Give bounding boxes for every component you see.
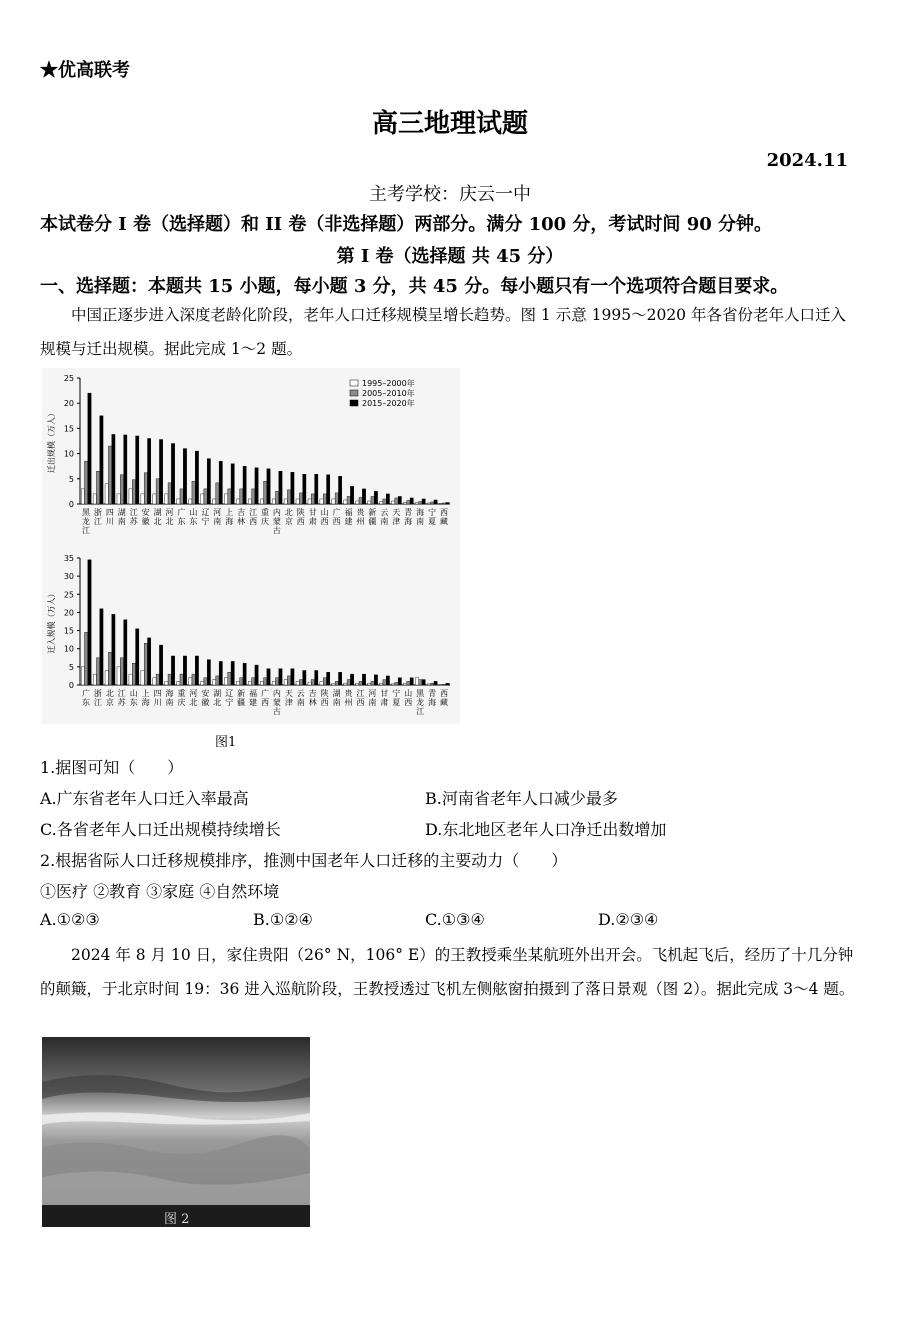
bar-西藏-1 (443, 684, 446, 685)
figure-2-sunset-photo (42, 1037, 310, 1227)
bar-内蒙古-2 (279, 669, 282, 685)
bar-广东-2 (88, 560, 91, 685)
category-label: 宁夏 (392, 689, 401, 707)
bar-河北-1 (168, 483, 171, 504)
bar-辽宁-2 (207, 459, 210, 504)
bar-上海-2 (148, 638, 151, 685)
bar-青海-2 (434, 681, 437, 685)
bar-贵州-2 (362, 489, 365, 504)
y-tick-label: 20 (63, 399, 74, 409)
bar-吉林-2 (243, 466, 246, 504)
y-tick-label: 10 (63, 449, 74, 459)
category-label: 山东 (129, 689, 138, 707)
bar-西藏-2 (446, 683, 449, 685)
bar-重庆-1 (264, 481, 267, 504)
category-label: 云南 (380, 508, 389, 526)
bar-河北-2 (171, 444, 174, 504)
bar-宁夏-0 (392, 684, 395, 685)
bar-重庆-2 (183, 656, 186, 685)
bar-黑龙江-0 (415, 678, 418, 685)
bar-江苏-2 (124, 620, 127, 685)
bar-陕西-2 (327, 672, 330, 685)
category-label: 重庆 (177, 689, 186, 707)
bar-天津-2 (398, 496, 401, 504)
y-tick-label: 15 (63, 424, 74, 434)
bar-安徽-2 (148, 438, 151, 504)
bar-辽宁-1 (228, 672, 231, 685)
bar-天津-0 (392, 501, 395, 504)
page-title: 高三地理试题 (371, 109, 528, 139)
y-tick-label: 35 (63, 554, 74, 563)
bar-青海-2 (410, 498, 413, 504)
bar-广东-0 (81, 667, 84, 685)
bar-重庆-0 (177, 681, 180, 685)
bar-内蒙古-2 (279, 471, 282, 504)
bar-贵州-0 (356, 501, 359, 504)
category-label: 黑龙江 (416, 689, 425, 716)
bar-四川-1 (156, 674, 159, 685)
category-label: 海南 (416, 508, 425, 526)
bar-广东-0 (177, 499, 180, 504)
legend-swatch (350, 400, 358, 406)
bar-陕西-2 (303, 474, 306, 504)
question-2-option-d[interactable]: D.②③④ (598, 910, 659, 929)
category-label: 青海 (404, 508, 413, 526)
category-label: 海南 (165, 689, 174, 707)
category-label: 湖南 (332, 689, 341, 707)
exam-instructions: 本试卷分 I 卷（选择题）和 II 卷（非选择题）两部分。满分 100 分，考试时间 90 分钟。 (40, 214, 773, 235)
legend-label: 2015–2020年 (362, 399, 415, 408)
bar-浙江-2 (100, 416, 103, 504)
category-label: 广西 (261, 689, 269, 707)
bar-福建-0 (248, 681, 251, 685)
category-label: 安徽 (141, 508, 150, 526)
category-label: 云南 (296, 689, 305, 707)
category-label: 江苏 (117, 689, 126, 707)
y-tick-label: 0 (68, 500, 74, 509)
bar-河北-2 (195, 656, 198, 685)
bar-上海-2 (231, 464, 234, 504)
bar-吉林-2 (315, 670, 318, 685)
bar-浙江-0 (93, 494, 96, 504)
bar-黑龙江-1 (419, 680, 422, 685)
category-label: 福建 (344, 508, 353, 526)
bar-陕西-0 (320, 681, 323, 685)
bar-湖北-2 (219, 661, 222, 685)
bar-上海-0 (141, 670, 144, 685)
bar-重庆-2 (267, 469, 270, 504)
category-label: 陕西 (320, 689, 329, 707)
bar-云南-0 (296, 681, 299, 685)
question-2-option-a[interactable]: A.①②③ (40, 910, 100, 929)
bar-江西-2 (362, 674, 365, 685)
bar-福建-1 (252, 678, 255, 685)
y-tick-label: 15 (63, 626, 74, 636)
bar-海南-0 (415, 502, 418, 504)
category-label: 江苏 (129, 508, 138, 526)
sunset-clouds-image (42, 1037, 310, 1227)
category-label: 江西 (356, 689, 365, 707)
bar-辽宁-0 (224, 678, 227, 685)
category-label: 山西 (404, 689, 413, 707)
category-label: 安徽 (201, 689, 210, 707)
bar-山东-2 (136, 629, 139, 685)
bar-河南-0 (212, 499, 215, 504)
bar-浙江-1 (96, 658, 99, 685)
category-label: 内蒙古 (272, 689, 281, 716)
y-tick-label: 0 (68, 681, 74, 690)
bar-湖南-1 (120, 475, 123, 504)
category-label: 河北 (189, 689, 198, 707)
bar-黑龙江-2 (422, 680, 425, 685)
bar-江西-0 (356, 683, 359, 685)
bar-内蒙古-1 (275, 491, 278, 504)
bar-福建-1 (347, 496, 350, 504)
question-2-items: ①医疗 ②教育 ③家庭 ④自然环境 (40, 882, 280, 901)
bar-山西-2 (327, 475, 330, 504)
category-label: 山东 (189, 508, 198, 526)
bar-吉林-1 (311, 680, 314, 685)
bar-辽宁-1 (204, 489, 207, 504)
question-1-stem: 1.据图可知（ ） (40, 758, 184, 777)
bar-吉林-1 (240, 489, 243, 504)
category-label: 广东 (177, 508, 186, 526)
bar-湖北-2 (159, 439, 162, 504)
y-tick-label: 25 (63, 374, 74, 383)
bar-吉林-0 (236, 499, 239, 504)
bar-山西-0 (403, 683, 406, 685)
bar-甘肃-0 (308, 499, 311, 504)
bar-山东-1 (132, 663, 135, 685)
bar-黑龙江-1 (85, 461, 88, 504)
bar-内蒙古-1 (275, 678, 278, 685)
category-label: 江西 (249, 508, 258, 526)
bar-广西-2 (338, 476, 341, 504)
bar-北京-0 (284, 499, 287, 504)
bar-山东-0 (189, 499, 192, 504)
category-label: 新疆 (237, 689, 246, 707)
bar-湖南-0 (117, 494, 120, 504)
question-2-option-b[interactable]: B.①②④ (253, 910, 313, 929)
bar-西藏-1 (443, 503, 446, 504)
bar-宁夏-2 (434, 500, 437, 504)
question-1-option-d[interactable]: D.东北地区老年人口净迁出数增加 (425, 820, 667, 839)
bar-贵州-1 (359, 497, 362, 504)
category-label: 甘肃 (308, 508, 317, 526)
bar-青海-1 (407, 500, 410, 504)
category-label: 西藏 (440, 508, 449, 526)
category-label: 宁夏 (428, 508, 437, 526)
bar-江西-1 (359, 681, 362, 685)
bar-山西-0 (320, 499, 323, 504)
category-label: 内蒙古 (272, 508, 281, 535)
y-tick-label: 5 (68, 662, 74, 672)
bar-江苏-0 (129, 489, 132, 504)
category-label: 上海 (225, 508, 234, 526)
question-2-stem: 2.根据省际人口迁移规模排序，推测中国老年人口迁移的主要动力（ ） (40, 851, 568, 870)
bar-湖南-2 (124, 435, 127, 504)
bar-安徽-2 (207, 660, 210, 685)
y-axis-label: 迁出规模（万人） (47, 409, 56, 473)
y-tick-label: 20 (63, 608, 74, 618)
question-1-option-a[interactable]: A.广东省老年人口迁入率最高 (40, 789, 249, 808)
category-label: 福建 (249, 689, 258, 707)
bar-广东-1 (85, 632, 88, 685)
category-label: 浙江 (93, 508, 102, 526)
bar-辽宁-2 (231, 661, 234, 685)
bar-江西-1 (252, 489, 255, 504)
bar-安徽-0 (141, 494, 144, 504)
question-1-option-c[interactable]: C.各省老年人口迁出规模持续增长 (40, 820, 281, 839)
bar-新疆-2 (374, 491, 377, 504)
bar-山西-2 (410, 678, 413, 685)
bar-四川-2 (159, 645, 162, 685)
bar-福建-2 (255, 665, 258, 685)
bar-安徽-1 (204, 678, 207, 685)
bar-甘肃-1 (383, 680, 386, 685)
bar-新疆-1 (371, 496, 374, 504)
bar-贵州-1 (347, 680, 350, 685)
bar-陕西-0 (296, 499, 299, 504)
bar-海南-1 (419, 501, 422, 504)
bar-山东-0 (129, 674, 132, 685)
bar-海南-2 (422, 499, 425, 504)
bar-上海-0 (224, 494, 227, 504)
bar-湖南-1 (335, 681, 338, 685)
question-1-option-b[interactable]: B.河南省老年人口减少最多 (425, 789, 618, 808)
category-label: 黑龙江 (81, 508, 90, 535)
category-label: 上海 (141, 689, 150, 707)
legend-label: 2005–2010年 (362, 389, 415, 398)
y-tick-label: 10 (63, 644, 74, 654)
bar-内蒙古-0 (272, 499, 275, 504)
category-label: 河南 (213, 508, 222, 526)
bar-湖南-0 (332, 683, 335, 685)
category-label: 天津 (284, 689, 293, 707)
bar-上海-1 (228, 489, 231, 504)
legend-swatch (350, 380, 358, 386)
category-label: 辽宁 (225, 689, 234, 707)
bar-天津-0 (284, 680, 287, 685)
category-label: 天津 (392, 508, 401, 526)
y-tick-label: 25 (63, 590, 74, 600)
bar-湖北-0 (153, 494, 156, 504)
bar-河北-0 (189, 678, 192, 685)
bar-江西-0 (248, 499, 251, 504)
bar-新疆-0 (368, 501, 371, 504)
category-label: 湖南 (117, 508, 126, 526)
bar-河北-0 (165, 494, 168, 504)
bar-北京-1 (108, 652, 111, 685)
bar-安徽-1 (144, 473, 147, 504)
bar-四川-0 (105, 484, 108, 504)
passage-2: 2024 年 8 月 10 日，家住贵阳（26° N，106° E）的王教授乘坐某航班外出开会。飞机起飞后，经历了十几分钟的颠簸，于北京时间 19：36 进入巡航阶段，王教授透过飞机左侧舷窗拍摄到了落日景观（图 2）。据此完成 3～4 题。 (40, 946, 855, 998)
bar-湖北-1 (216, 676, 219, 685)
bar-贵州-0 (344, 683, 347, 685)
bar-西藏-2 (446, 502, 449, 504)
bar-西藏-0 (439, 504, 442, 505)
bar-宁夏-1 (395, 682, 398, 685)
category-label: 陕西 (296, 508, 305, 526)
figure-2-caption: 图 2 (164, 1212, 190, 1227)
bar-青海-0 (403, 502, 406, 504)
bar-陕西-1 (299, 493, 302, 504)
category-label: 浙江 (93, 689, 102, 707)
question-2-option-c[interactable]: C.①③④ (425, 910, 485, 929)
bar-福建-0 (344, 500, 347, 504)
bar-宁夏-1 (431, 502, 434, 504)
bar-云南-2 (303, 670, 306, 685)
bar-江苏-1 (132, 480, 135, 504)
category-label: 青海 (428, 689, 437, 707)
bar-海南-2 (171, 656, 174, 685)
category-label: 新疆 (368, 508, 377, 526)
bar-甘肃-2 (386, 676, 389, 685)
bar-广西-0 (260, 681, 263, 685)
host-school: 主考学校：庆云一中 (369, 184, 531, 205)
bar-江苏-1 (120, 658, 123, 685)
category-label: 贵州 (356, 508, 365, 526)
bar-广西-2 (267, 669, 270, 685)
category-label: 广东 (81, 689, 90, 707)
bar-广东-1 (180, 489, 183, 504)
bar-天津-1 (395, 498, 398, 504)
bar-新疆-0 (236, 681, 239, 685)
bar-海南-1 (168, 674, 171, 685)
category-label: 辽宁 (201, 508, 210, 526)
bar-浙江-2 (100, 609, 103, 685)
exam-date: 2024.11 (766, 150, 848, 171)
bar-山西-1 (323, 494, 326, 504)
bar-湖北-1 (156, 479, 159, 504)
y-axis-label: 迁入规模（万人） (47, 589, 56, 654)
bar-重庆-0 (260, 499, 263, 504)
bar-河南-2 (374, 675, 377, 685)
category-label: 重庆 (261, 508, 269, 526)
exam-tag: ★优高联考 (40, 60, 130, 81)
bar-山东-1 (192, 481, 195, 504)
bar-贵州-2 (350, 674, 353, 685)
category-label: 河北 (165, 508, 174, 526)
category-label: 广西 (332, 508, 341, 526)
y-tick-label: 5 (68, 474, 74, 484)
bar-浙江-0 (93, 674, 96, 685)
bar-天津-2 (291, 669, 294, 685)
legend-swatch (350, 390, 358, 396)
category-label: 湖北 (213, 689, 222, 707)
bar-北京-0 (105, 670, 108, 685)
bar-黑龙江-2 (88, 393, 91, 504)
bar-河南-1 (216, 483, 219, 504)
category-label: 河南 (368, 689, 377, 707)
figure-1-caption: 图1 (215, 735, 237, 750)
bar-云南-0 (380, 501, 383, 504)
bar-海南-0 (165, 681, 168, 685)
bar-山东-2 (195, 451, 198, 504)
bar-江苏-0 (117, 667, 120, 685)
category-label: 北京 (284, 508, 293, 526)
bar-黑龙江-0 (81, 489, 84, 504)
bar-山西-1 (407, 681, 410, 685)
bar-新疆-1 (240, 678, 243, 685)
y-tick-label: 30 (63, 572, 74, 582)
bar-新疆-2 (243, 663, 246, 685)
category-label: 湖北 (153, 508, 162, 526)
bar-北京-1 (287, 490, 290, 504)
passage-1: 中国正逐步进入深度老龄化阶段，老年人口迁移规模呈增长趋势。图 1 示意 1995～2020 年各省份老年人口迁入规模与迁出规模。据此完成 1～2 题。 (40, 306, 846, 358)
bar-广东-2 (183, 449, 186, 504)
bar-甘肃-2 (315, 474, 318, 504)
bar-河南-1 (371, 681, 374, 685)
bar-河南-0 (368, 683, 371, 685)
category-label: 四川 (105, 508, 114, 526)
category-label: 西藏 (440, 689, 449, 707)
category-label: 甘肃 (380, 689, 389, 707)
bar-广西-1 (264, 678, 267, 685)
bar-安徽-0 (201, 681, 204, 685)
bar-浙江-1 (96, 471, 99, 504)
bar-青海-1 (431, 683, 434, 685)
bar-河北-1 (192, 674, 195, 685)
bar-四川-1 (108, 446, 111, 504)
bar-宁夏-0 (427, 503, 430, 504)
bar-河南-2 (219, 461, 222, 504)
bar-北京-2 (291, 472, 294, 504)
bar-江西-2 (255, 468, 258, 504)
bar-宁夏-2 (398, 678, 401, 685)
bar-陕西-1 (323, 678, 326, 685)
category-label: 山西 (320, 508, 329, 526)
bar-广西-0 (332, 499, 335, 504)
bar-甘肃-1 (311, 494, 314, 504)
bar-四川-0 (153, 678, 156, 685)
bar-上海-1 (144, 643, 147, 685)
bar-北京-2 (112, 614, 115, 685)
bar-湖南-2 (338, 672, 341, 685)
legend-label: 1995–2000年 (362, 379, 415, 388)
category-label: 吉林 (308, 689, 317, 707)
bar-重庆-1 (180, 674, 183, 685)
category-label: 吉林 (237, 508, 246, 526)
bar-广西-1 (335, 493, 338, 504)
figure-1 (42, 368, 460, 724)
bar-云南-2 (386, 494, 389, 504)
bar-吉林-0 (308, 682, 311, 685)
bar-内蒙古-0 (272, 681, 275, 685)
section-heading: 一、选择题：本题共 15 小题，每小题 3 分，共 45 分。每小题只有一个选项符合题目要求。 (40, 276, 789, 297)
bar-云南-1 (383, 499, 386, 504)
bar-湖北-0 (212, 680, 215, 685)
bar-青海-0 (427, 684, 430, 685)
category-label: 北京 (105, 689, 114, 707)
bar-四川-2 (112, 434, 115, 504)
bar-江苏-2 (136, 436, 139, 504)
bar-云南-1 (299, 680, 302, 685)
category-label: 贵州 (344, 689, 353, 707)
bar-天津-1 (287, 676, 290, 685)
bar-甘肃-0 (380, 683, 383, 685)
volume-heading: 第 I 卷（选择题 共 45 分） (336, 246, 564, 267)
category-label: 四川 (153, 689, 162, 707)
bar-辽宁-0 (201, 494, 204, 504)
bar-福建-2 (350, 486, 353, 504)
